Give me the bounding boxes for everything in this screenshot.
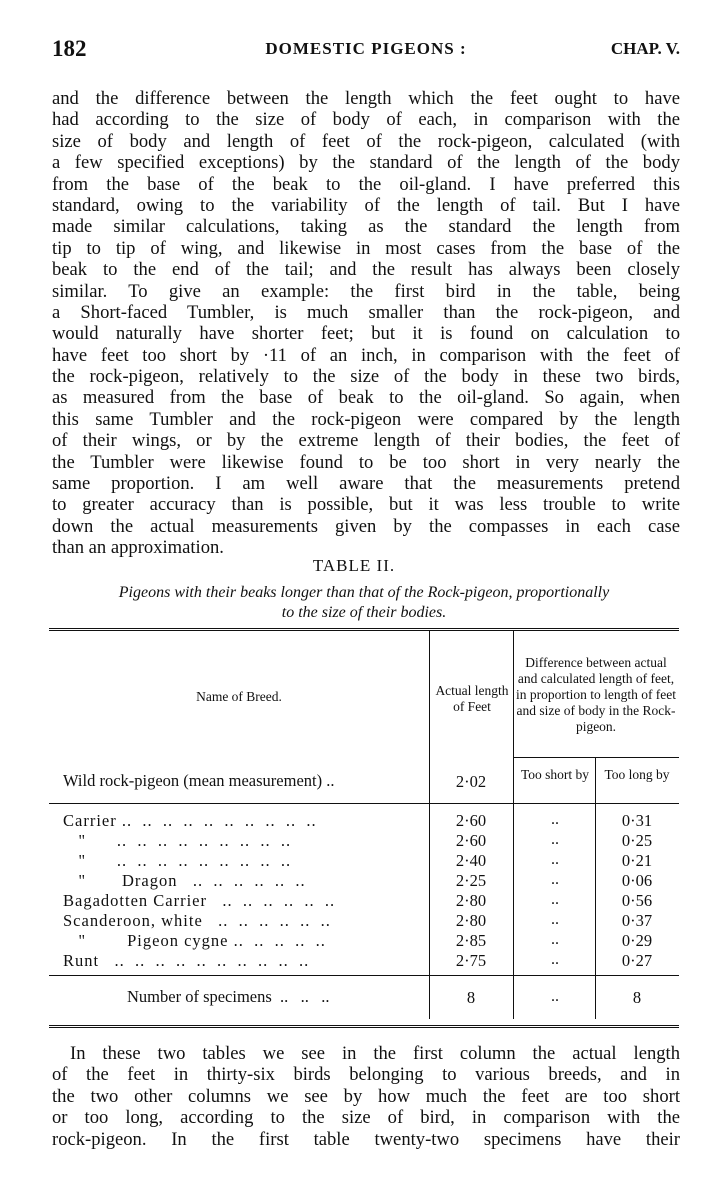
breed-name: Bagadotten Carrier .. .. .. .. .. .. <box>63 891 336 910</box>
breed-name: Runt .. .. .. .. .. .. .. .. .. .. <box>63 951 310 970</box>
text-line: In these two tables we see in the first column the actual length <box>70 1043 680 1064</box>
col-header-breed: Name of Breed. <box>196 689 282 704</box>
actual-length: 2·60 <box>455 811 487 830</box>
breed-name: " .. .. .. .. .. .. .. .. .. <box>63 851 292 870</box>
text-line: made similar calculations, taking as the standard the length from <box>52 216 680 238</box>
running-title: DOMESTIC PIGEONS : <box>265 39 467 58</box>
text-line: a few specified exceptions) by the standard of the length of the body <box>52 152 680 174</box>
caption-line: to the size of their bodies. <box>281 604 447 621</box>
text-line: the Tumbler were likewise found to be too short in very nearly the <box>52 451 680 473</box>
page-header <box>52 36 680 68</box>
too-short: .. <box>551 831 559 848</box>
text-line: standard, owing to the variability of the length of tail. But I have <box>52 194 680 216</box>
column-rule <box>513 631 514 1019</box>
breed-name: " .. .. .. .. .. .. .. .. .. <box>63 831 292 850</box>
text-line: a Short-faced Tumbler, is much smaller than the rock-pigeon, and <box>52 301 680 323</box>
column-rule <box>595 758 596 1019</box>
table-title: TABLE II. <box>312 556 396 575</box>
wild-rock-pigeon-label: Wild rock-pigeon (mean measurement) .. <box>63 771 335 790</box>
too-long: 0·29 <box>621 931 653 950</box>
table-caption <box>48 583 680 623</box>
text-line: of their wings, or by the extreme length of their bodies, the feet of <box>52 430 680 452</box>
too-short: .. <box>551 891 559 908</box>
text-line: have feet too short by ·11 of an inch, in comparison with the feet of <box>52 344 680 366</box>
caption-line: Pigeons with their beaks longer than that of the Rock-pigeon, proportionally <box>118 584 610 601</box>
actual-length: 2·75 <box>455 951 487 970</box>
text-line: or too long, according to the size of bird, in comparison with the <box>52 1107 680 1129</box>
actual-length: 2·85 <box>455 931 487 950</box>
text-line: down the actual measurements given by the compasses in each case <box>52 515 680 537</box>
too-long: 0·25 <box>621 831 653 850</box>
header-rule <box>49 803 679 804</box>
too-long: 0·21 <box>621 851 653 870</box>
text-line: than an approximation. <box>52 537 224 559</box>
text-line: as measured from the base of beak to the oil-gland. So again, when <box>52 387 680 409</box>
specimen-count-label: Number of specimens .. .. .. <box>127 987 330 1006</box>
actual-length: 2·60 <box>455 831 487 850</box>
chapter-label: CHAP. V. <box>610 39 680 58</box>
actual-length: 2·80 <box>455 911 487 930</box>
breed-name: Scanderoon, white .. .. .. .. .. .. <box>63 911 331 930</box>
data-table <box>49 628 679 1028</box>
wild-rock-pigeon-value: 2·02 <box>455 772 487 791</box>
text-line: rock-pigeon. In the first table twenty-two specimens have their <box>52 1128 680 1150</box>
too-short: .. <box>551 951 559 968</box>
too-short: .. <box>551 871 559 888</box>
text-line: and the difference between the length which the feet ought to have <box>52 88 680 109</box>
text-line: beak to the end of the tail; and the result has always been closely <box>52 259 680 281</box>
too-long: 0·56 <box>621 891 653 910</box>
too-short: .. <box>551 911 559 928</box>
text-line: size of body and length of feet of the rock-pigeon, calculated (with <box>52 130 680 152</box>
paragraph-1 <box>52 88 680 559</box>
text-line: tip to tip of wing, and likewise in most cases from the base of the <box>52 237 680 259</box>
too-long: 0·06 <box>621 871 653 890</box>
total-rule <box>49 975 679 976</box>
specimen-count-actual: 8 <box>466 988 476 1007</box>
col-header-difference: Difference between actual and calculated length of feet, in proportion to length of feet and size of body in the Rock-pigeon. <box>515 655 677 734</box>
actual-length: 2·25 <box>455 871 487 890</box>
text-line: similar. To give an example: the first bird in the table, being <box>52 280 680 302</box>
specimen-count-short: .. <box>551 988 559 1005</box>
specimen-count-long: 8 <box>632 988 642 1007</box>
breed-name: " Pigeon cygne .. .. .. .. .. <box>63 931 326 950</box>
col-header-too-short: Too short by <box>520 767 590 782</box>
col-header-too-long: Too long by <box>604 767 670 782</box>
col-header-actual: Actual length of Feet <box>435 683 509 714</box>
breed-name: Carrier .. .. .. .. .. .. .. .. .. .. <box>63 811 317 830</box>
paragraph-2 <box>52 1043 680 1150</box>
header-rule <box>513 757 679 758</box>
breed-name: " Dragon .. .. .. .. .. .. <box>63 871 306 890</box>
text-line: the two other columns we see by how much the feet are too short <box>52 1085 680 1107</box>
too-short: .. <box>551 851 559 868</box>
page-number: 182 <box>52 36 87 61</box>
text-line: had according to the size of body of each, in comparison with the <box>52 109 680 131</box>
text-line: the rock-pigeon, relatively to the size of the body in these two birds, <box>52 366 680 388</box>
too-long: 0·27 <box>621 951 653 970</box>
too-short: .. <box>551 811 559 828</box>
text-line: this same Tumbler and the rock-pigeon were compared by the length <box>52 408 680 430</box>
text-line: would naturally have shorter feet; but it is found on calculation to <box>52 323 680 345</box>
text-line: to greater accuracy than is possible, but it was less trouble to write <box>52 494 680 516</box>
text-line: same proportion. I am well aware that the measurements pretend <box>52 473 680 495</box>
actual-length: 2·40 <box>455 851 487 870</box>
text-line: from the base of the beak to the oil-gland. I have preferred this <box>52 173 680 195</box>
text-line: of the feet in thirty-six birds belonging to various breeds, and in <box>52 1064 680 1086</box>
actual-length: 2·80 <box>455 891 487 910</box>
too-short: .. <box>551 931 559 948</box>
too-long: 0·37 <box>621 911 653 930</box>
too-long: 0·31 <box>621 811 653 830</box>
